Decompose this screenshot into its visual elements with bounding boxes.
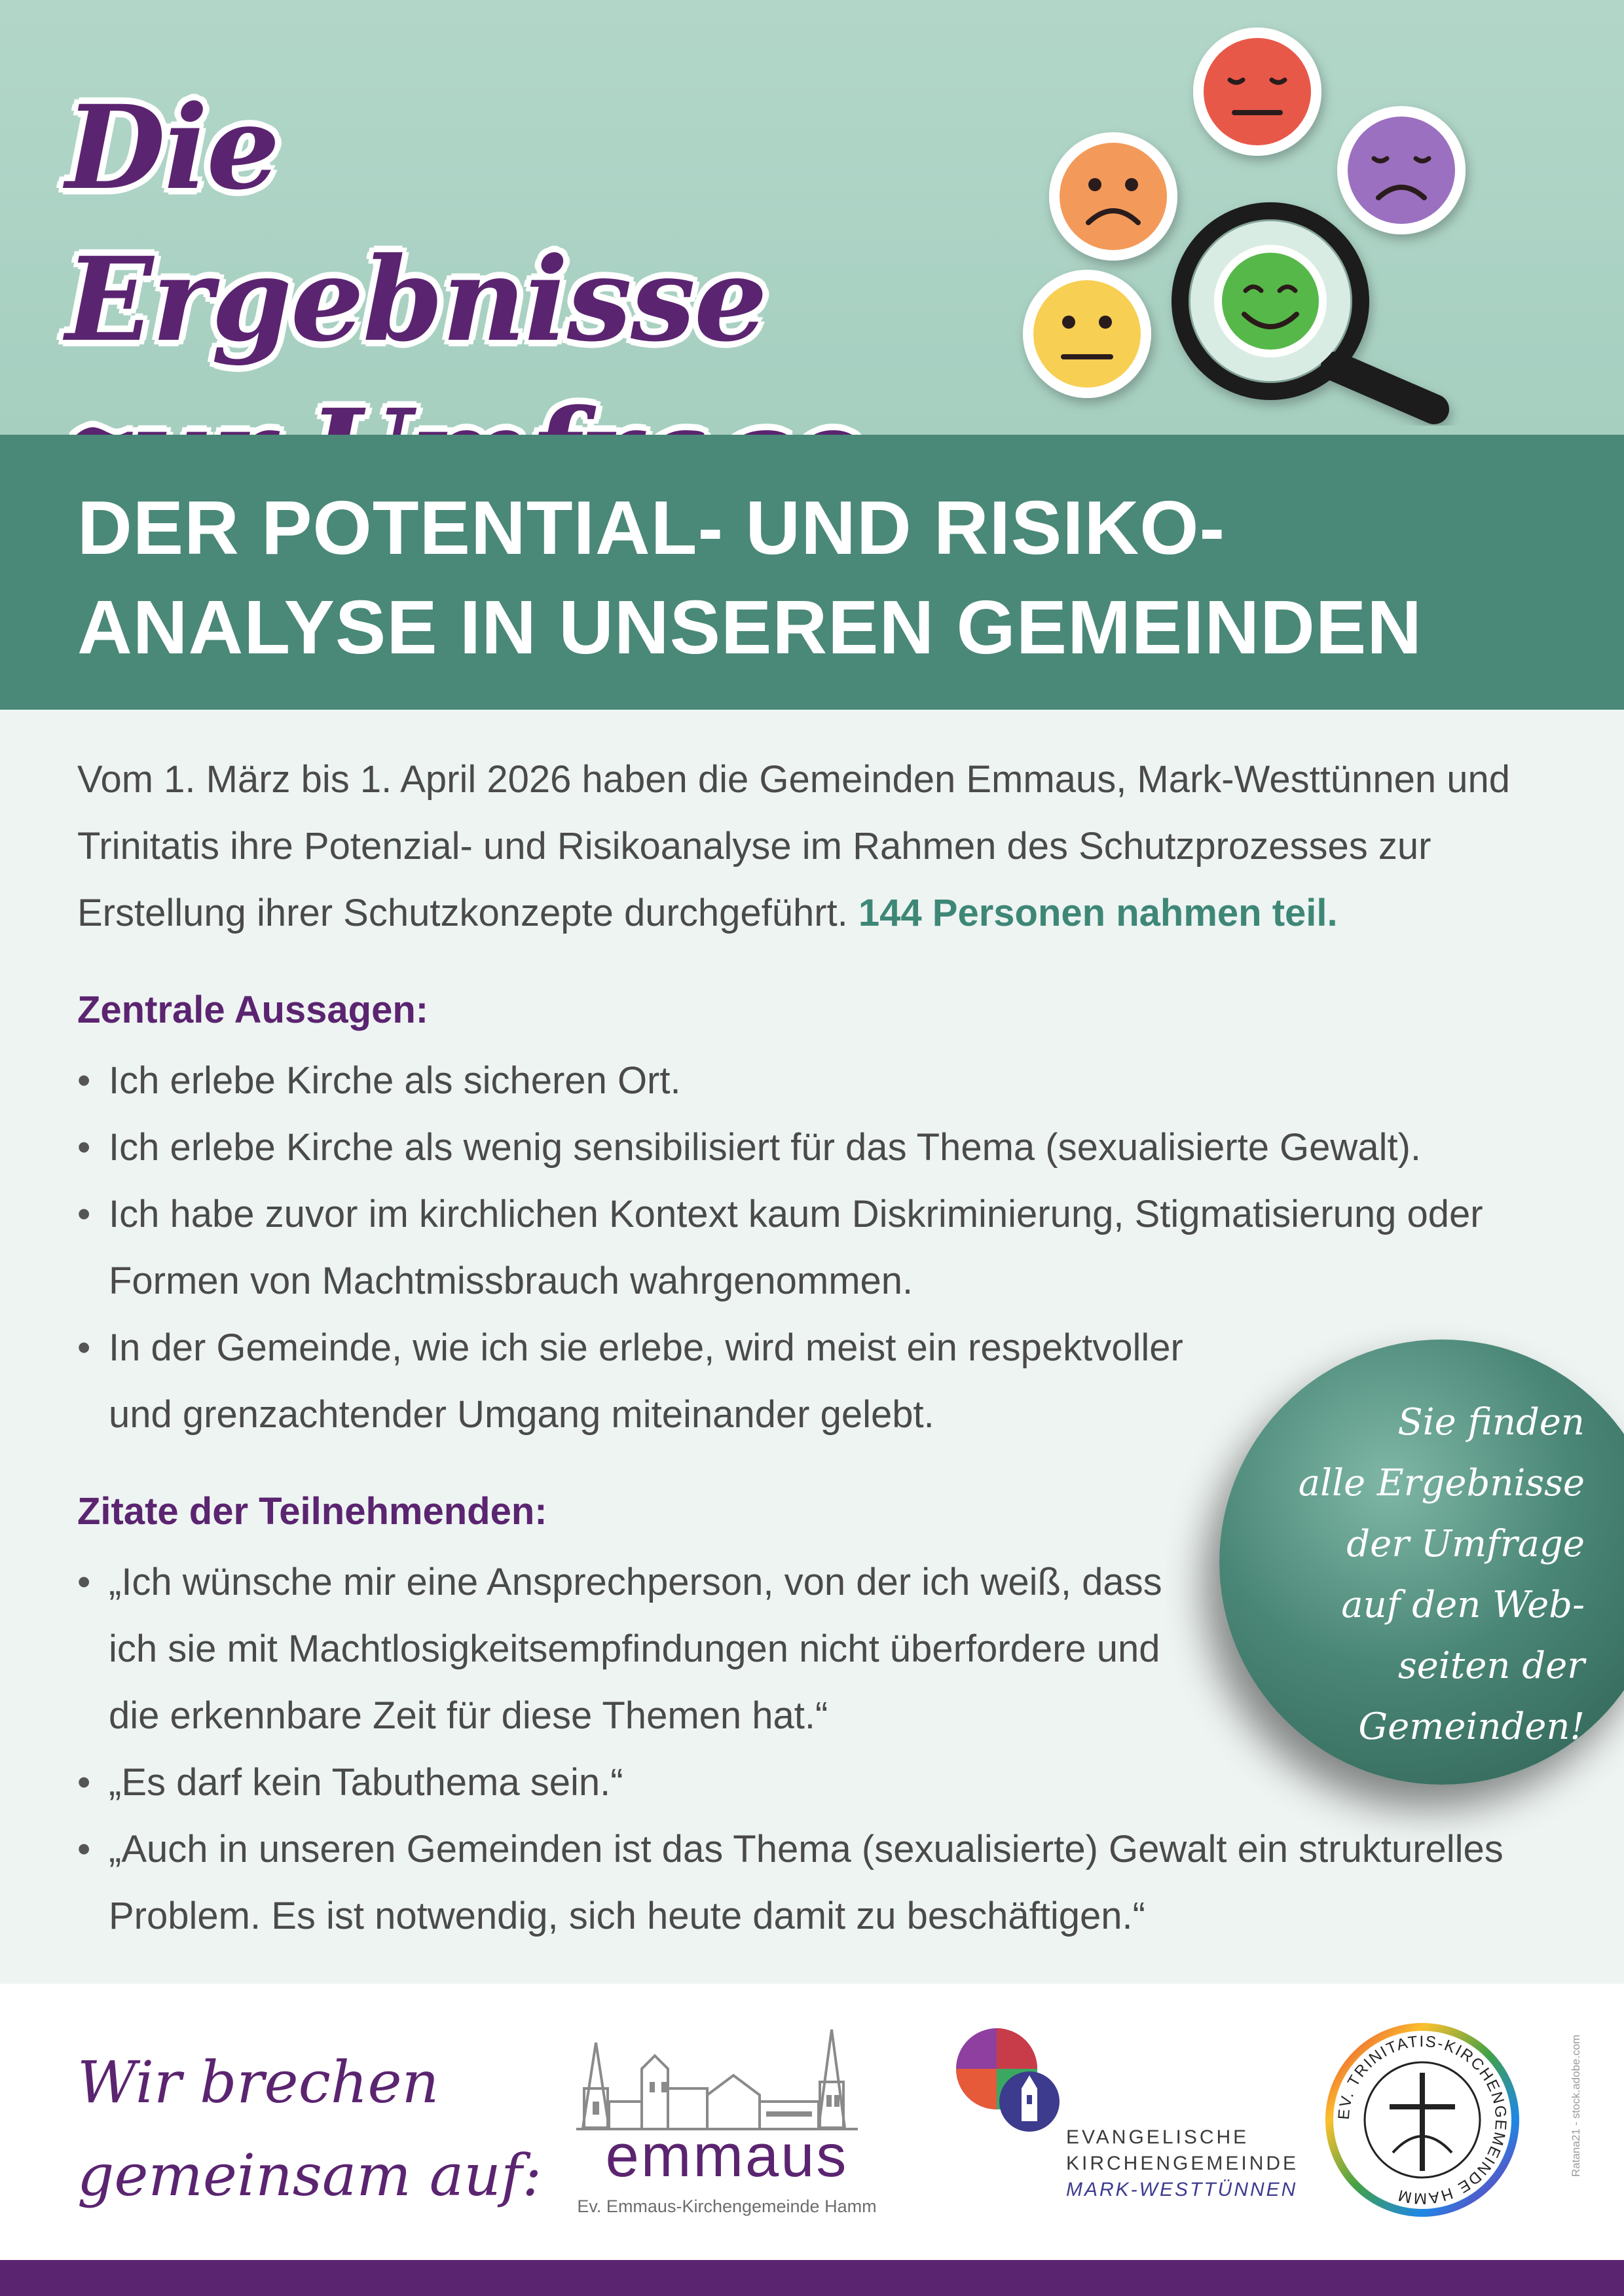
badge-line: Gemeinden! [1358, 1705, 1585, 1748]
badge-line: der Umfrage [1346, 1523, 1585, 1565]
footer-slogan [77, 2036, 549, 2222]
results-badge-text [1244, 1392, 1585, 1757]
participants-highlight: 144 Personen nahmen teil. [858, 892, 1338, 934]
emmaus-wordmark: emmaus [605, 2123, 849, 2189]
quotes-heading: Zitate der Teilnehmenden: [77, 1490, 547, 1533]
statement-item: • Ich habe zuvor im kirchlichen Kontext kaum Diskriminierung, Stigmatisierung oder Formen von Machtmissbrauch wahrgenommen. [77, 1181, 1557, 1315]
subtitle-line-2: ANALYSE IN UNSEREN GEMEINDEN [77, 585, 1423, 670]
quote-item: • „Ich wünsche mir eine Ansprechperson, von der ich weiß, dass ich sie mit Machtlosigkeitsempfindungen nicht überfordere und die erkennbare Zeit für diese Themen hat.“ [77, 1549, 1196, 1749]
headline-line-1: Die Ergebnisse [65, 80, 766, 367]
ekg-mark-westtuennen-text [1066, 2124, 1315, 2203]
intro-paragraph [77, 746, 1557, 947]
subtitle-line-1: DER POTENTIAL- UND RISIKO- [77, 485, 1226, 570]
ekg-line-1: EVANGELISCHE [1066, 2126, 1249, 2148]
trinitatis-ring-text: EV. TRINITATIS-KIRCHENGEMEINDE HAMM [1335, 2032, 1510, 2208]
emmaus-subtitle: Ev. Emmaus-Kirchengemeinde Hamm [577, 2196, 877, 2216]
quote-item: • „Auch in unseren Gemeinden ist das Thema (sexualisierte) Gewalt ein strukturelles Problem. Es ist notwendig, sich heute damit zu beschäftigen.“ [77, 1816, 1557, 1950]
badge-line: seiten der [1397, 1645, 1585, 1687]
subtitle [77, 478, 1583, 677]
statements-heading: Zentrale Aussagen: [77, 989, 429, 1031]
intro-text: Vom 1. März bis 1. April 2026 haben die Gemeinden Emmaus, Mark-Westtünnen und Trinitatis ihre Potenzial- und Risikoanalyse im Rahmen des Schutzprozesses zur Erstellung ihrer Schutzkonzepte durchgeführt. [77, 758, 1510, 934]
emoji-illustration [995, 13, 1506, 426]
quote-item: • „Es darf kein Tabuthema sein.“ [77, 1749, 1557, 1816]
main-content [77, 746, 1557, 1950]
statement-item: • In der Gemeinde, wie ich sie erlebe, wird meist ein respektvoller und grenzachtender Umgang miteinander gelebt. [77, 1315, 1235, 1448]
sad-purple-face-icon [1337, 106, 1466, 234]
badge-line: auf den Web- [1341, 1584, 1585, 1626]
sad-orange-face-icon [1049, 132, 1177, 261]
ekg-line-3: MARK-WESTTÜNNEN [1066, 2179, 1298, 2200]
footer-bar [0, 2260, 1624, 2296]
neutral-red-face-icon [1193, 27, 1321, 156]
ekg-mark-westtuennen-logo-icon [951, 2023, 1069, 2141]
badge-line: Sie finden [1397, 1401, 1585, 1444]
neutral-yellow-face-icon [1023, 270, 1151, 398]
statement-item: • Ich erlebe Kirche als wenig sensibilisiert für das Thema (sexualisierte Gewalt). [77, 1114, 1557, 1181]
badge-line: alle Ergebnisse [1298, 1462, 1585, 1504]
statement-item: • Ich erlebe Kirche als sicheren Ort. [77, 1048, 1557, 1114]
slogan-line-1: Wir brechen [77, 2049, 439, 2116]
ekg-line-2: KIRCHENGEMEINDE [1066, 2153, 1299, 2174]
trinitatis-seal-logo-icon [1324, 2022, 1521, 2218]
photo-credit: Ratana21 - stock.adobe.com [1570, 2034, 1582, 2177]
smiling-green-face-icon [1214, 245, 1327, 357]
slogan-line-2: gemeinsam auf: [77, 2141, 542, 2209]
